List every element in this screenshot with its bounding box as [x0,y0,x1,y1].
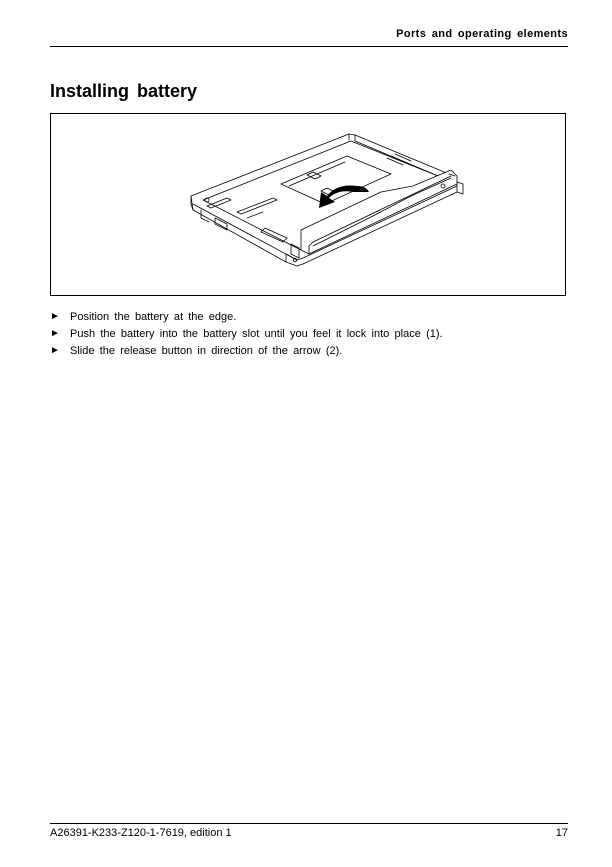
list-item [50,327,443,344]
laptop-battery-illustration-icon [51,114,565,295]
bullet-arrow-icon: ► [50,345,60,356]
page-number: 17 [555,827,568,839]
header-rule [50,46,568,47]
list-item [50,310,443,327]
footer-rule [50,823,568,824]
instruction-text: Slide the release button in direction of the arrow (2). [70,345,343,357]
bullet-arrow-icon: ► [50,328,60,339]
figure-frame [50,113,566,296]
instruction-list [50,310,443,361]
section-heading: Installing battery [50,81,198,101]
running-header: Ports and operating elements [396,28,568,40]
list-item [50,344,443,361]
footer-document-id: A26391-K233-Z120-1-7619, edition 1 [50,827,232,839]
instruction-text: Push the battery into the battery slot until you feel it lock into place (1). [70,328,443,340]
instruction-text: Position the battery at the edge. [70,311,237,323]
bullet-arrow-icon: ► [50,311,60,322]
